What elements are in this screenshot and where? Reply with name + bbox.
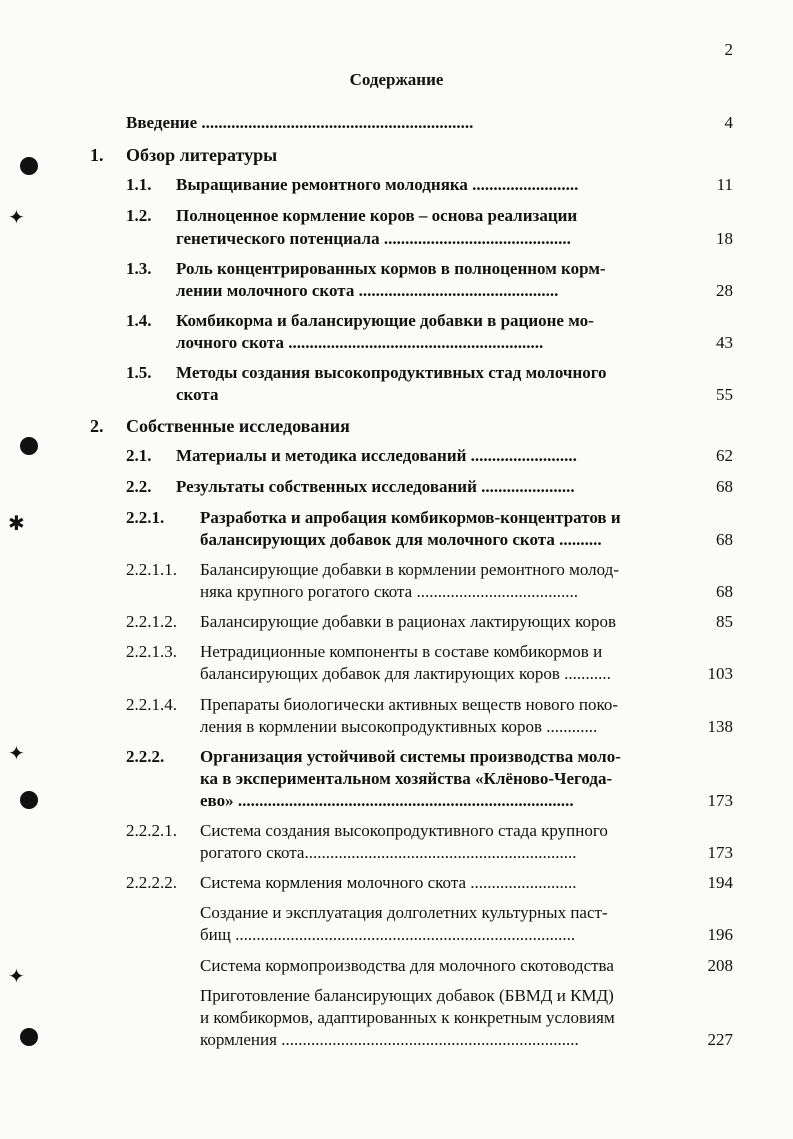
toc-entry-line: и комбикормов, адаптированных к конкретным условиям xyxy=(200,1008,615,1027)
toc-entry-number: 2.2.2.2. xyxy=(126,873,177,892)
toc-entry-number: 1.2. xyxy=(126,206,152,225)
toc-entry-number: 2.2.2. xyxy=(126,747,165,766)
toc-entry-line: Организация устойчивой системы производства моло- xyxy=(200,747,621,766)
toc-entry-line: бищ ................................................................................ xyxy=(200,925,576,944)
toc-entry-number: 2.2.2.1. xyxy=(126,821,177,840)
toc-entry-line: Полноценное кормление коров – основа реализации xyxy=(176,206,578,225)
toc-entry-line: Система кормопроизводства для молочного скотоводства xyxy=(200,956,614,975)
toc-entry-page: 4 xyxy=(724,113,733,132)
toc-entry-number: 1.5. xyxy=(126,363,152,382)
toc-entry-line: балансирующих добавок для молочного скота .......... xyxy=(200,530,602,549)
toc-entry-page: 138 xyxy=(707,717,733,736)
toc-entry-line: лочного скота ............................................................ xyxy=(176,333,544,352)
toc-entry-page: 208 xyxy=(707,956,733,975)
toc-entry-line: Разработка и апробация комбикормов-концентратов и xyxy=(200,508,621,527)
toc-entry-line: ления в кормлении высокопродуктивных коров ............ xyxy=(200,717,598,736)
toc-entry-line: Обзор литературы xyxy=(126,145,278,165)
toc-entry-page: 62 xyxy=(716,446,733,465)
toc-entry-line: Комбикорма и балансирующие добавки в рационе мо- xyxy=(176,311,594,330)
toc-entry-number: 1.1. xyxy=(126,175,152,194)
toc-entry-line: Нетрадиционные компоненты в составе комбикормов и xyxy=(200,642,603,661)
toc-entry-line: Балансирующие добавки в рационах лактирующих коров xyxy=(200,612,617,631)
toc-entry-line: генетического потенциала ............................................ xyxy=(176,229,571,248)
toc-entry-page: 227 xyxy=(707,1030,733,1049)
toc-entry-number: 2. xyxy=(90,416,104,436)
toc-entry-page: 68 xyxy=(716,477,733,496)
toc-entry-page: 173 xyxy=(707,843,733,862)
toc-entry-page: 85 xyxy=(716,612,733,631)
toc-entry-line: Методы создания высокопродуктивных стад молочного xyxy=(176,363,607,382)
binding-hole xyxy=(20,437,38,455)
toc-entry-line: Введение ................................................................ xyxy=(126,113,474,132)
binding-hole xyxy=(20,157,38,175)
toc-entry-line: ка в экспериментальном хозяйства «Клёново-Чегода- xyxy=(200,769,613,788)
toc-entry-line: Система кормления молочного скота ......................... xyxy=(200,873,577,892)
toc-entry-line: рогатого скота................................................................ xyxy=(200,843,577,862)
toc-entry-line: Материалы и методика исследований ......................... xyxy=(176,446,577,465)
toc-entry-page: 68 xyxy=(716,582,733,601)
toc-entry-page: 55 xyxy=(716,385,733,404)
binding-mark: ✱ xyxy=(8,513,25,535)
binding-mark: ✦ xyxy=(8,966,25,988)
binding-hole xyxy=(20,1028,38,1046)
toc-entry-page: 18 xyxy=(716,229,733,248)
toc-entry-line: Роль концентрированных кормов в полноценном корм- xyxy=(176,259,606,278)
toc-entry-page: 103 xyxy=(707,664,733,683)
toc-entry-number: 2.2.1.1. xyxy=(126,560,177,579)
toc-entry-number: 2.2. xyxy=(126,477,152,496)
toc-entry-page: 196 xyxy=(707,925,733,944)
binding-mark: ✦ xyxy=(8,743,25,765)
toc-entry-number: 2.2.1.3. xyxy=(126,642,177,661)
toc-entry-line: Система создания высокопродуктивного стада крупного xyxy=(200,821,608,840)
toc-entry-page: 11 xyxy=(716,175,733,194)
toc-entry-page: 68 xyxy=(716,530,733,549)
toc-entry-number: 2.2.1.2. xyxy=(126,612,177,631)
toc-entry-line: кормления ...................................................................... xyxy=(200,1030,579,1049)
toc-entry-line: ево» ............................................................................... xyxy=(200,791,574,810)
toc-entry-line: лении молочного скота ............................................... xyxy=(176,281,559,300)
toc-entry-number: 2.1. xyxy=(126,446,152,465)
toc-entry-line: балансирующих добавок для лактирующих коров ........... xyxy=(200,664,611,683)
toc-entry-number: 1. xyxy=(90,145,104,165)
toc-entry-line: Результаты собственных исследований ...................... xyxy=(176,477,575,496)
binding-mark: ✦ xyxy=(8,207,25,229)
toc-entry-number: 1.4. xyxy=(126,311,152,330)
toc-entry-line: Приготовление балансирующих добавок (БВМД и КМД) xyxy=(200,986,614,1005)
toc-entry-line: Собственные исследования xyxy=(126,416,350,436)
toc-entry-line: Препараты биологически активных веществ нового поко- xyxy=(200,695,619,714)
toc-entry-line: Балансирующие добавки в кормлении ремонтного молод- xyxy=(200,560,619,579)
toc-entry-page: 43 xyxy=(716,333,733,352)
toc-entry-page: 173 xyxy=(707,791,733,810)
toc-entry-line: няка крупного рогатого скота ...................................... xyxy=(200,582,578,601)
binding-hole xyxy=(20,791,38,809)
toc-entry-page: 194 xyxy=(707,873,733,892)
toc-entry-line: Выращивание ремонтного молодняка ......................... xyxy=(176,175,579,194)
toc-entry-line: скота xyxy=(176,385,219,404)
toc-entry-page: 28 xyxy=(716,281,733,300)
page-number: 2 xyxy=(724,40,733,59)
page-title: Содержание xyxy=(349,70,444,89)
toc-entry-line: Создание и эксплуатация долголетних культурных паст- xyxy=(200,903,608,922)
toc-entry-number: 1.3. xyxy=(126,259,152,278)
toc-entry-number: 2.2.1.4. xyxy=(126,695,177,714)
toc-entry-number: 2.2.1. xyxy=(126,508,165,527)
